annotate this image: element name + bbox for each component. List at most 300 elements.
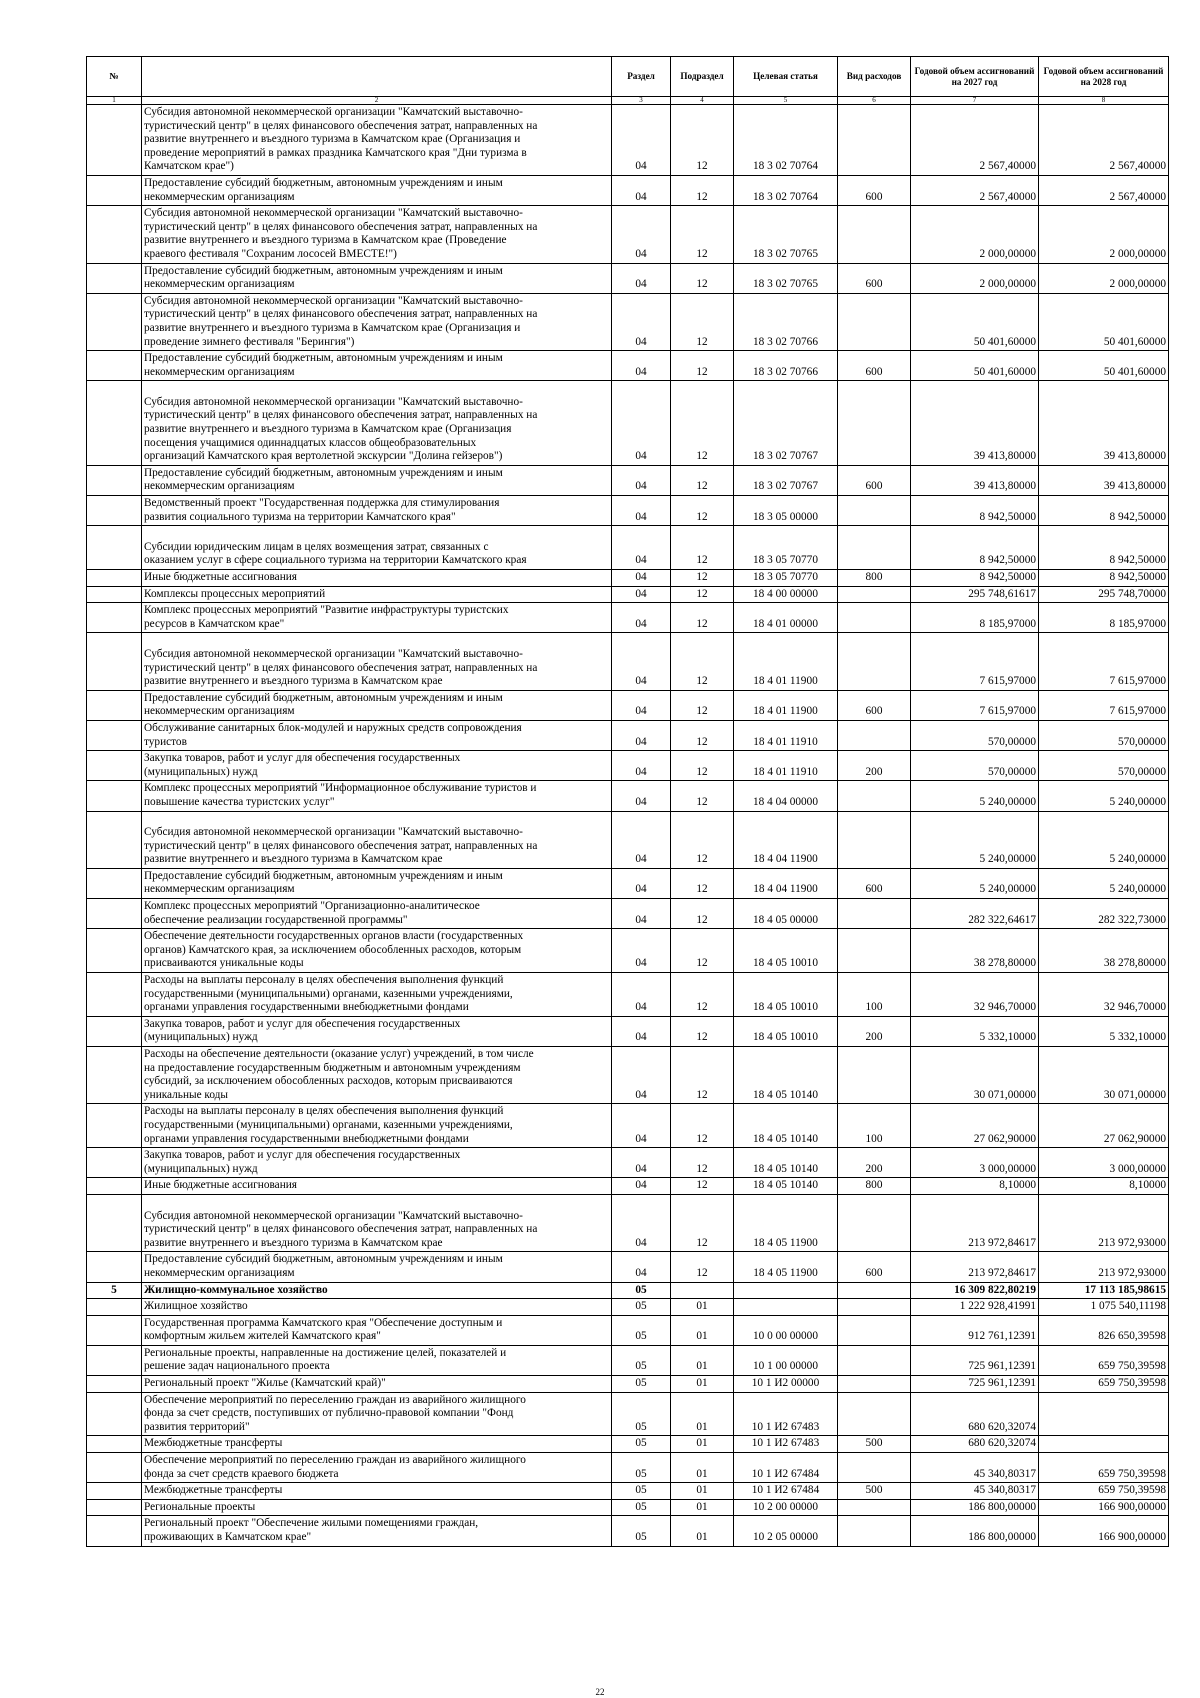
row-amount-2027-cell: 8,10000 xyxy=(911,1178,1039,1195)
row-name-cell: Субсидия автономной некоммерческой организации "Камчатский выставочно- туристический центр" в целях финансового обеспечения затрат, направленных на развитие внутреннего и въездного туризма в Камчатском крае xyxy=(142,811,612,868)
row-number-cell xyxy=(87,1483,142,1500)
row-amount-2028-cell: 5 240,00000 xyxy=(1039,868,1169,898)
row-podrazdel-cell: 12 xyxy=(671,496,734,526)
row-podrazdel-cell: 12 xyxy=(671,263,734,293)
row-podrazdel-cell: 01 xyxy=(671,1376,734,1393)
row-expense-type-cell: 500 xyxy=(838,1436,911,1453)
table-row xyxy=(87,1148,1169,1178)
page-number: 22 xyxy=(595,1687,605,1697)
row-razdel-cell: 04 xyxy=(612,175,671,205)
row-number-cell xyxy=(87,1453,142,1483)
row-expense-type-cell xyxy=(838,781,911,811)
row-amount-2027-cell: 39 413,80000 xyxy=(911,381,1039,466)
row-target-article-cell: 18 3 02 70765 xyxy=(734,206,838,263)
row-podrazdel-cell: 01 xyxy=(671,1299,734,1316)
row-amount-2028-cell: 2 567,40000 xyxy=(1039,175,1169,205)
row-expense-type-cell xyxy=(838,1194,911,1251)
table-row xyxy=(87,1252,1169,1282)
table-row xyxy=(87,1483,1169,1500)
table-row xyxy=(87,633,1169,690)
row-expense-type-cell xyxy=(838,1516,911,1546)
row-amount-2028-cell: 213 972,93000 xyxy=(1039,1194,1169,1251)
row-razdel-cell: 05 xyxy=(612,1299,671,1316)
row-amount-2028-cell: 3 000,00000 xyxy=(1039,1148,1169,1178)
row-number-cell xyxy=(87,293,142,350)
row-amount-2027-cell: 680 620,32074 xyxy=(911,1436,1039,1453)
row-expense-type-cell xyxy=(838,381,911,466)
row-expense-type-cell: 200 xyxy=(838,751,911,781)
row-amount-2027-cell: 1 222 928,41991 xyxy=(911,1299,1039,1316)
col-header-expense-type: Вид расходов xyxy=(838,57,911,97)
row-expense-type-cell xyxy=(838,526,911,570)
row-amount-2028-cell: 30 071,00000 xyxy=(1039,1047,1169,1104)
row-target-article-cell: 18 4 00 00000 xyxy=(734,586,838,603)
row-expense-type-cell: 200 xyxy=(838,1148,911,1178)
row-podrazdel-cell: 12 xyxy=(671,1194,734,1251)
table-row xyxy=(87,1104,1169,1148)
row-number-cell xyxy=(87,105,142,176)
row-target-article-cell: 18 4 01 11900 xyxy=(734,633,838,690)
row-amount-2027-cell: 50 401,60000 xyxy=(911,293,1039,350)
row-razdel-cell: 04 xyxy=(612,1148,671,1178)
row-expense-type-cell: 800 xyxy=(838,570,911,587)
row-target-article-cell: 18 4 04 11900 xyxy=(734,868,838,898)
row-razdel-cell: 04 xyxy=(612,1047,671,1104)
row-expense-type-cell xyxy=(838,293,911,350)
row-name-cell: Закупка товаров, работ и услуг для обеспечения государственных (муниципальных) нужд xyxy=(142,1016,612,1046)
row-amount-2028-cell: 2 000,00000 xyxy=(1039,206,1169,263)
row-target-article-cell: 18 3 02 70764 xyxy=(734,175,838,205)
row-amount-2028-cell: 659 750,39598 xyxy=(1039,1483,1169,1500)
row-name-cell: Комплекс процессных мероприятий "Организационно-аналитическое обеспечение реализации государственной программы" xyxy=(142,899,612,929)
row-target-article-cell: 18 4 05 10140 xyxy=(734,1104,838,1148)
row-expense-type-cell: 600 xyxy=(838,465,911,495)
row-name-cell: Обеспечение мероприятий по переселению граждан из аварийного жилищного фонда за счет средств краевого бюджета xyxy=(142,1453,612,1483)
row-razdel-cell: 04 xyxy=(612,526,671,570)
row-name-cell: Предоставление субсидий бюджетным, автономным учреждениям и иным некоммерческим организациям xyxy=(142,351,612,381)
row-name-cell: Государственная программа Камчатского края "Обеспечение доступным и комфортным жильем жителей Камчатского края" xyxy=(142,1315,612,1345)
row-expense-type-cell xyxy=(838,1315,911,1345)
row-number-cell xyxy=(87,1345,142,1375)
row-expense-type-cell: 100 xyxy=(838,1104,911,1148)
row-target-article-cell: 18 4 05 10010 xyxy=(734,973,838,1017)
row-razdel-cell: 05 xyxy=(612,1376,671,1393)
row-name-cell: Обеспечение мероприятий по переселению граждан из аварийного жилищного фонда за счет средств, поступивших от публично-правовой компании "Фонд развития территорий" xyxy=(142,1392,612,1436)
row-amount-2028-cell: 5 240,00000 xyxy=(1039,811,1169,868)
row-amount-2027-cell: 680 620,32074 xyxy=(911,1392,1039,1436)
row-amount-2027-cell: 213 972,84617 xyxy=(911,1194,1039,1251)
row-expense-type-cell: 600 xyxy=(838,868,911,898)
row-name-cell: Субсидии юридическим лицам в целях возмещения затрат, связанных с оказанием услуг в сфере социального туризма на территории Камчатского края xyxy=(142,526,612,570)
row-podrazdel-cell: 01 xyxy=(671,1315,734,1345)
row-target-article-cell: 10 0 00 00000 xyxy=(734,1315,838,1345)
row-name-cell: Субсидия автономной некоммерческой организации "Камчатский выставочно- туристический центр" в целях финансового обеспечения затрат, направленных на развитие внутреннего и въездного туризма в Камчатском крае (Организация посещения учащимися одиннадцатых классов общеобразовательных организаций Камчатского края вертолетной экскурсии "Долина гейзеров") xyxy=(142,381,612,466)
row-expense-type-cell: 500 xyxy=(838,1483,911,1500)
row-number-cell xyxy=(87,868,142,898)
row-amount-2027-cell: 570,00000 xyxy=(911,720,1039,750)
row-razdel-cell: 04 xyxy=(612,929,671,973)
row-expense-type-cell xyxy=(838,1392,911,1436)
row-name-cell: Закупка товаров, работ и услуг для обеспечения государственных (муниципальных) нужд xyxy=(142,751,612,781)
row-podrazdel-cell: 12 xyxy=(671,1016,734,1046)
table-row xyxy=(87,351,1169,381)
row-podrazdel-cell: 12 xyxy=(671,1104,734,1148)
row-target-article-cell: 10 2 00 00000 xyxy=(734,1499,838,1516)
row-expense-type-cell xyxy=(838,929,911,973)
table-row xyxy=(87,1345,1169,1375)
row-razdel-cell: 04 xyxy=(612,603,671,633)
row-podrazdel-cell: 12 xyxy=(671,1148,734,1178)
row-name-cell: Региональные проекты xyxy=(142,1499,612,1516)
row-target-article-cell: 18 4 05 10010 xyxy=(734,929,838,973)
row-number-cell xyxy=(87,603,142,633)
row-number-cell xyxy=(87,570,142,587)
table-row xyxy=(87,1436,1169,1453)
row-expense-type-cell: 600 xyxy=(838,263,911,293)
table-row xyxy=(87,1016,1169,1046)
row-name-cell: Субсидия автономной некоммерческой организации "Камчатский выставочно- туристический центр" в целях финансового обеспечения затрат, направленных на развитие внутреннего и въездного туризма в Камчатском крае xyxy=(142,1194,612,1251)
row-amount-2027-cell: 725 961,12391 xyxy=(911,1345,1039,1375)
row-number-cell xyxy=(87,1194,142,1251)
row-razdel-cell: 04 xyxy=(612,496,671,526)
row-amount-2027-cell: 7 615,97000 xyxy=(911,633,1039,690)
row-target-article-cell: 18 4 05 10140 xyxy=(734,1047,838,1104)
table-row xyxy=(87,1376,1169,1393)
row-expense-type-cell xyxy=(838,1453,911,1483)
row-expense-type-cell: 600 xyxy=(838,1252,911,1282)
row-target-article-cell: 10 1 И2 67484 xyxy=(734,1453,838,1483)
row-podrazdel-cell: 12 xyxy=(671,751,734,781)
row-amount-2027-cell: 912 761,12391 xyxy=(911,1315,1039,1345)
row-expense-type-cell: 600 xyxy=(838,690,911,720)
row-razdel-cell: 04 xyxy=(612,1016,671,1046)
col-header-2027: Годовой объем ассигнований на 2027 год xyxy=(911,57,1039,97)
column-number-row xyxy=(87,97,1169,105)
row-amount-2028-cell: 282 322,73000 xyxy=(1039,899,1169,929)
col-number: 2 xyxy=(142,97,612,105)
row-name-cell: Жилищное хозяйство xyxy=(142,1299,612,1316)
row-expense-type-cell xyxy=(838,1299,911,1316)
row-target-article-cell: 18 3 05 70770 xyxy=(734,570,838,587)
row-amount-2028-cell: 8 185,97000 xyxy=(1039,603,1169,633)
row-amount-2027-cell: 2 000,00000 xyxy=(911,206,1039,263)
row-amount-2028-cell: 659 750,39598 xyxy=(1039,1345,1169,1375)
row-razdel-cell: 04 xyxy=(612,751,671,781)
row-razdel-cell: 04 xyxy=(612,206,671,263)
row-amount-2028-cell: 8 942,50000 xyxy=(1039,526,1169,570)
table-row xyxy=(87,1194,1169,1251)
row-amount-2027-cell: 7 615,97000 xyxy=(911,690,1039,720)
row-name-cell: Предоставление субсидий бюджетным, автономным учреждениям и иным некоммерческим организациям xyxy=(142,263,612,293)
row-expense-type-cell xyxy=(838,1345,911,1375)
row-expense-type-cell xyxy=(838,1499,911,1516)
row-razdel-cell: 04 xyxy=(612,381,671,466)
row-amount-2028-cell: 570,00000 xyxy=(1039,720,1169,750)
row-podrazdel-cell: 12 xyxy=(671,973,734,1017)
row-razdel-cell: 04 xyxy=(612,293,671,350)
row-number-cell xyxy=(87,1376,142,1393)
col-header-razdel: Раздел xyxy=(612,57,671,97)
row-target-article-cell: 18 4 04 11900 xyxy=(734,811,838,868)
row-target-article-cell: 10 2 05 00000 xyxy=(734,1516,838,1546)
row-amount-2027-cell: 186 800,00000 xyxy=(911,1499,1039,1516)
table-row xyxy=(87,720,1169,750)
row-target-article-cell: 10 1 00 00000 xyxy=(734,1345,838,1375)
row-amount-2027-cell: 45 340,80317 xyxy=(911,1453,1039,1483)
col-number: 1 xyxy=(87,97,142,105)
row-amount-2027-cell: 295 748,61617 xyxy=(911,586,1039,603)
row-amount-2027-cell: 2 567,40000 xyxy=(911,105,1039,176)
row-amount-2027-cell: 3 000,00000 xyxy=(911,1148,1039,1178)
row-target-article-cell: 18 4 01 00000 xyxy=(734,603,838,633)
row-number-cell xyxy=(87,781,142,811)
row-podrazdel-cell: 12 xyxy=(671,720,734,750)
table-row xyxy=(87,811,1169,868)
row-number-cell: 5 xyxy=(87,1282,142,1299)
row-name-cell: Межбюджетные трансферты xyxy=(142,1436,612,1453)
row-amount-2027-cell: 45 340,80317 xyxy=(911,1483,1039,1500)
row-razdel-cell: 04 xyxy=(612,781,671,811)
table-row xyxy=(87,1047,1169,1104)
row-target-article-cell xyxy=(734,1299,838,1316)
row-name-cell: Предоставление субсидий бюджетным, автономным учреждениям и иным некоммерческим организациям xyxy=(142,868,612,898)
row-expense-type-cell xyxy=(838,633,911,690)
row-name-cell: Региональный проект "Обеспечение жилыми помещениями граждан, проживающих в Камчатском крае" xyxy=(142,1516,612,1546)
row-amount-2027-cell: 282 322,64617 xyxy=(911,899,1039,929)
row-amount-2027-cell: 8 942,50000 xyxy=(911,526,1039,570)
col-header-2028: Годовой объем ассигнований на 2028 год xyxy=(1039,57,1169,97)
row-target-article-cell: 18 3 02 70766 xyxy=(734,351,838,381)
row-target-article-cell: 10 1 И2 00000 xyxy=(734,1376,838,1393)
table-row xyxy=(87,570,1169,587)
row-razdel-cell: 05 xyxy=(612,1483,671,1500)
row-amount-2027-cell: 27 062,90000 xyxy=(911,1104,1039,1148)
row-razdel-cell: 05 xyxy=(612,1453,671,1483)
row-podrazdel-cell xyxy=(671,1282,734,1299)
row-expense-type-cell xyxy=(838,899,911,929)
row-number-cell xyxy=(87,1392,142,1436)
row-expense-type-cell xyxy=(838,206,911,263)
row-amount-2028-cell: 826 650,39598 xyxy=(1039,1315,1169,1345)
row-podrazdel-cell: 12 xyxy=(671,633,734,690)
row-amount-2028-cell: 8,10000 xyxy=(1039,1178,1169,1195)
row-razdel-cell: 05 xyxy=(612,1516,671,1546)
row-podrazdel-cell: 12 xyxy=(671,690,734,720)
row-amount-2027-cell: 725 961,12391 xyxy=(911,1376,1039,1393)
row-razdel-cell: 04 xyxy=(612,1104,671,1148)
row-razdel-cell: 05 xyxy=(612,1282,671,1299)
table-row xyxy=(87,1499,1169,1516)
row-number-cell xyxy=(87,1148,142,1178)
col-header-number: № xyxy=(87,57,142,97)
row-amount-2028-cell: 2 567,40000 xyxy=(1039,105,1169,176)
row-razdel-cell: 04 xyxy=(612,570,671,587)
row-razdel-cell: 04 xyxy=(612,1252,671,1282)
row-amount-2027-cell: 5 240,00000 xyxy=(911,868,1039,898)
row-amount-2028-cell: 32 946,70000 xyxy=(1039,973,1169,1017)
row-name-cell: Закупка товаров, работ и услуг для обеспечения государственных (муниципальных) нужд xyxy=(142,1148,612,1178)
row-expense-type-cell: 200 xyxy=(838,1016,911,1046)
row-amount-2028-cell: 659 750,39598 xyxy=(1039,1453,1169,1483)
table-row xyxy=(87,868,1169,898)
row-razdel-cell: 05 xyxy=(612,1436,671,1453)
row-podrazdel-cell: 01 xyxy=(671,1345,734,1375)
table-row xyxy=(87,1299,1169,1316)
row-target-article-cell: 18 3 02 70767 xyxy=(734,465,838,495)
row-amount-2027-cell: 8 942,50000 xyxy=(911,496,1039,526)
row-podrazdel-cell: 01 xyxy=(671,1436,734,1453)
row-amount-2027-cell: 570,00000 xyxy=(911,751,1039,781)
row-amount-2028-cell: 7 615,97000 xyxy=(1039,690,1169,720)
row-razdel-cell: 04 xyxy=(612,263,671,293)
row-name-cell: Предоставление субсидий бюджетным, автономным учреждениям и иным некоммерческим организациям xyxy=(142,175,612,205)
row-number-cell xyxy=(87,690,142,720)
table-row xyxy=(87,105,1169,176)
row-podrazdel-cell: 12 xyxy=(671,570,734,587)
row-amount-2027-cell: 8 942,50000 xyxy=(911,570,1039,587)
row-target-article-cell: 18 4 01 11910 xyxy=(734,720,838,750)
row-razdel-cell: 04 xyxy=(612,1178,671,1195)
row-podrazdel-cell: 01 xyxy=(671,1483,734,1500)
row-expense-type-cell xyxy=(838,720,911,750)
row-podrazdel-cell: 12 xyxy=(671,586,734,603)
row-amount-2028-cell: 659 750,39598 xyxy=(1039,1376,1169,1393)
row-name-cell: Обеспечение деятельности государственных органов власти (государственных органов) Камчатского края, за исключением обособленных расходов, которым присваиваются уникальные коды xyxy=(142,929,612,973)
row-amount-2027-cell: 38 278,80000 xyxy=(911,929,1039,973)
col-number: 3 xyxy=(612,97,671,105)
row-target-article-cell: 10 1 И2 67484 xyxy=(734,1483,838,1500)
row-amount-2027-cell: 186 800,00000 xyxy=(911,1516,1039,1546)
table-row xyxy=(87,465,1169,495)
row-amount-2027-cell: 50 401,60000 xyxy=(911,351,1039,381)
row-number-cell xyxy=(87,1016,142,1046)
row-razdel-cell: 05 xyxy=(612,1392,671,1436)
row-number-cell xyxy=(87,465,142,495)
table-row xyxy=(87,586,1169,603)
row-razdel-cell: 05 xyxy=(612,1345,671,1375)
row-podrazdel-cell: 12 xyxy=(671,811,734,868)
row-expense-type-cell xyxy=(838,811,911,868)
row-name-cell: Иные бюджетные ассигнования xyxy=(142,1178,612,1195)
row-number-cell xyxy=(87,1047,142,1104)
row-razdel-cell: 04 xyxy=(612,465,671,495)
row-razdel-cell: 04 xyxy=(612,633,671,690)
row-target-article-cell: 18 3 05 70770 xyxy=(734,526,838,570)
row-podrazdel-cell: 12 xyxy=(671,465,734,495)
row-podrazdel-cell: 12 xyxy=(671,603,734,633)
row-number-cell xyxy=(87,1516,142,1546)
table-row xyxy=(87,206,1169,263)
row-expense-type-cell xyxy=(838,603,911,633)
row-target-article-cell: 18 3 02 70766 xyxy=(734,293,838,350)
row-razdel-cell: 04 xyxy=(612,105,671,176)
row-amount-2028-cell: 570,00000 xyxy=(1039,751,1169,781)
table-row xyxy=(87,899,1169,929)
row-amount-2028-cell: 8 942,50000 xyxy=(1039,496,1169,526)
table-row xyxy=(87,381,1169,466)
row-expense-type-cell: 600 xyxy=(838,351,911,381)
row-target-article-cell: 18 4 05 00000 xyxy=(734,899,838,929)
row-razdel-cell: 04 xyxy=(612,868,671,898)
row-number-cell xyxy=(87,1499,142,1516)
row-number-cell xyxy=(87,720,142,750)
row-amount-2027-cell: 213 972,84617 xyxy=(911,1252,1039,1282)
row-amount-2027-cell: 8 185,97000 xyxy=(911,603,1039,633)
row-target-article-cell: 18 4 01 11910 xyxy=(734,751,838,781)
table-row xyxy=(87,1178,1169,1195)
row-number-cell xyxy=(87,206,142,263)
row-number-cell xyxy=(87,1104,142,1148)
row-number-cell xyxy=(87,496,142,526)
row-amount-2027-cell: 39 413,80000 xyxy=(911,465,1039,495)
row-number-cell xyxy=(87,633,142,690)
row-target-article-cell: 18 3 02 70764 xyxy=(734,105,838,176)
row-target-article-cell: 10 1 И2 67483 xyxy=(734,1392,838,1436)
col-number: 6 xyxy=(838,97,911,105)
row-podrazdel-cell: 12 xyxy=(671,206,734,263)
row-amount-2028-cell: 5 332,10000 xyxy=(1039,1016,1169,1046)
col-number: 5 xyxy=(734,97,838,105)
table-row xyxy=(87,973,1169,1017)
row-name-cell: Расходы на выплаты персоналу в целях обеспечения выполнения функций государственными (муниципальными) органами, казенными учреждениями, органами управления государственными внебюджетными фондами xyxy=(142,1104,612,1148)
row-amount-2028-cell: 295 748,70000 xyxy=(1039,586,1169,603)
row-expense-type-cell xyxy=(838,105,911,176)
row-number-cell xyxy=(87,1436,142,1453)
row-amount-2027-cell: 32 946,70000 xyxy=(911,973,1039,1017)
col-number: 7 xyxy=(911,97,1039,105)
row-amount-2028-cell: 8 942,50000 xyxy=(1039,570,1169,587)
row-name-cell: Субсидия автономной некоммерческой организации "Камчатский выставочно- туристический центр" в целях финансового обеспечения затрат, направленных на развитие внутреннего и въездного туризма в Камчатском крае (Проведение краевого фестиваля "Сохраним лососей ВМЕСТЕ!") xyxy=(142,206,612,263)
row-target-article-cell: 18 4 05 10140 xyxy=(734,1148,838,1178)
row-number-cell xyxy=(87,811,142,868)
row-name-cell: Обслуживание санитарных блок-модулей и наружных средств сопровождения туристов xyxy=(142,720,612,750)
row-podrazdel-cell: 01 xyxy=(671,1499,734,1516)
row-podrazdel-cell: 12 xyxy=(671,351,734,381)
row-podrazdel-cell: 12 xyxy=(671,1252,734,1282)
row-podrazdel-cell: 01 xyxy=(671,1516,734,1546)
row-podrazdel-cell: 12 xyxy=(671,293,734,350)
row-target-article-cell: 18 4 04 00000 xyxy=(734,781,838,811)
row-name-cell: Региональные проекты, направленные на достижение целей, показателей и решение задач национального проекта xyxy=(142,1345,612,1375)
row-target-article-cell: 18 4 05 11900 xyxy=(734,1194,838,1251)
row-amount-2028-cell: 39 413,80000 xyxy=(1039,381,1169,466)
row-amount-2027-cell: 2 000,00000 xyxy=(911,263,1039,293)
row-amount-2028-cell: 213 972,93000 xyxy=(1039,1252,1169,1282)
table-row xyxy=(87,1453,1169,1483)
row-razdel-cell: 05 xyxy=(612,1499,671,1516)
row-razdel-cell: 04 xyxy=(612,973,671,1017)
table-row xyxy=(87,929,1169,973)
row-name-cell: Комплексы процессных мероприятий xyxy=(142,586,612,603)
row-amount-2028-cell: 17 113 185,98615 xyxy=(1039,1282,1169,1299)
table-row xyxy=(87,496,1169,526)
row-podrazdel-cell: 12 xyxy=(671,899,734,929)
row-amount-2028-cell: 1 075 540,11198 xyxy=(1039,1299,1169,1316)
table-row xyxy=(87,175,1169,205)
row-name-cell: Межбюджетные трансферты xyxy=(142,1483,612,1500)
table-row xyxy=(87,1282,1169,1299)
row-podrazdel-cell: 12 xyxy=(671,929,734,973)
row-razdel-cell: 04 xyxy=(612,690,671,720)
row-name-cell: Субсидия автономной некоммерческой организации "Камчатский выставочно- туристический центр" в целях финансового обеспечения затрат, направленных на развитие внутреннего и въездного туризма в Камчатском крае xyxy=(142,633,612,690)
row-number-cell xyxy=(87,586,142,603)
row-number-cell xyxy=(87,751,142,781)
row-amount-2027-cell: 30 071,00000 xyxy=(911,1047,1039,1104)
row-razdel-cell: 04 xyxy=(612,351,671,381)
row-razdel-cell: 04 xyxy=(612,899,671,929)
row-amount-2028-cell: 2 000,00000 xyxy=(1039,263,1169,293)
row-target-article-cell xyxy=(734,1282,838,1299)
